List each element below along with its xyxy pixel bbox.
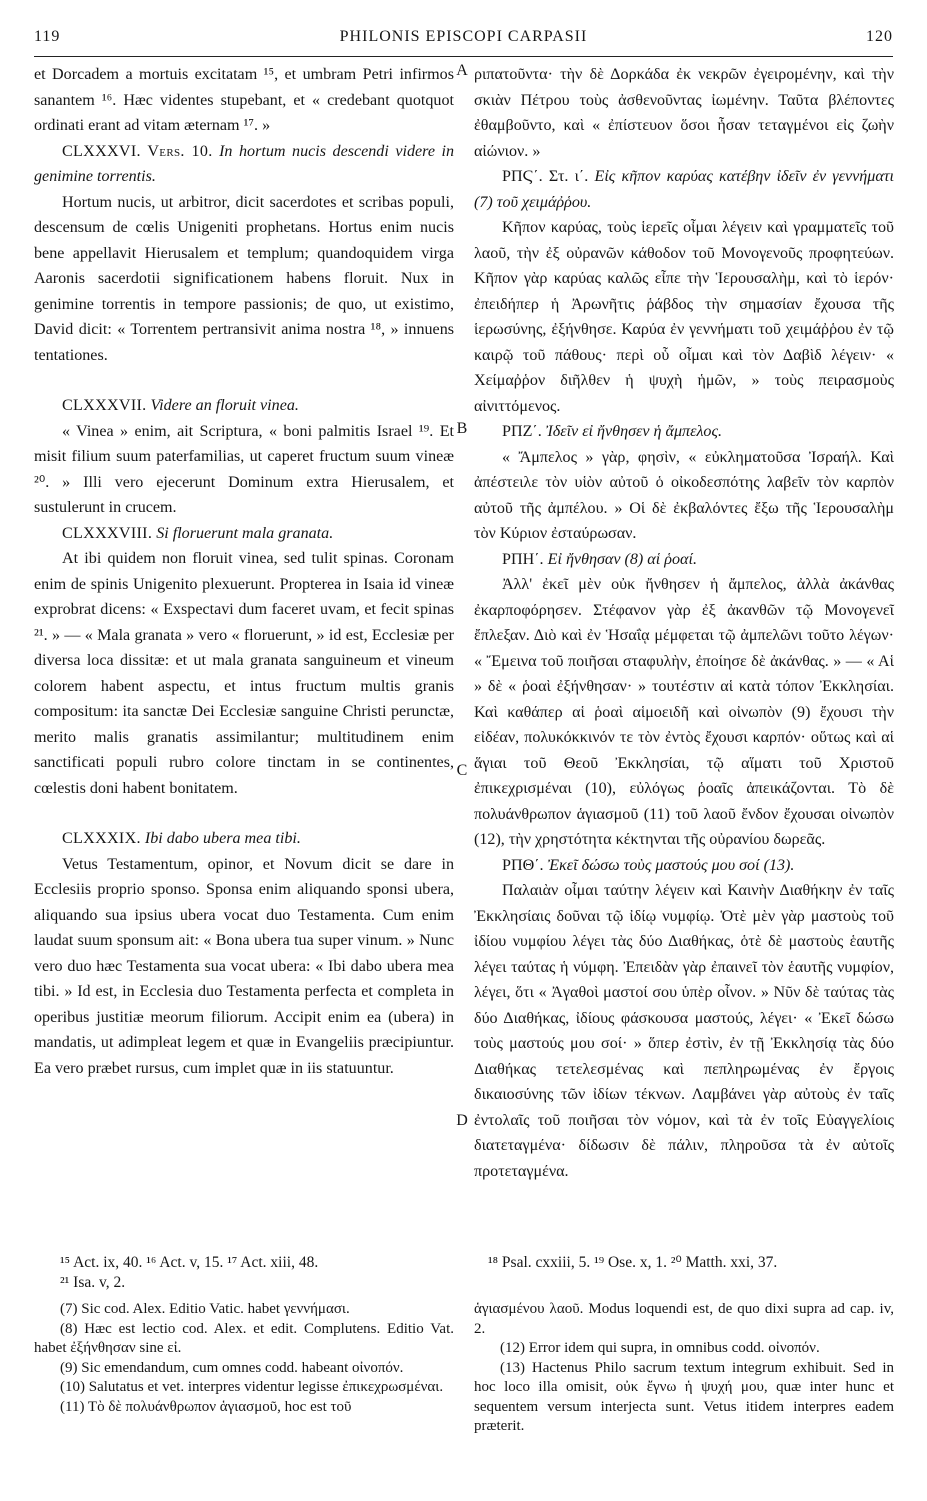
page-header [34,28,893,52]
left-page-number: 119 [34,28,61,45]
greek-paragraph-188: Ἀλλ' ἐκεῖ μὲν οὐκ ἤνθησεν ἡ ἄμπελος, ἀλλὰ ἀκάνθας ἐκαρποφόρησεν. Στέφανον γὰρ ἐξ ἀκανθῶν τῷ Μονογενεῖ ἔπλεξαν. Διὸ καὶ ἐν Ἡσαΐᾳ μέμφεται τῷ ἀμπελῶνι τοῦτο λέγων· « Ἔμεινα τοῦ ποιῆσαι σταφυλὴν, ἐποίησε δὲ ἀκάνθας. » — « Αἱ » δὲ « ῥοαὶ ἐξήνθησαν· » τουτέστιν αἱ κατὰ τόπον Ἐκκλησίαι. Καὶ καθάπερ αἱ ῥοαὶ αἱμοειδῆ καὶ οἰνωπὸν (9) ἔχουσι τὴν εἰδέαν, πολυκόκκινόν τε τὸν ἐντὸς ἔχουσι καρπόν· οὕτως καὶ αἱ ἅγιαι τοῦ Θεοῦ Ἐκκλησίαι, τῷ αἵματι τοῦ Χριστοῦ ἐπικεχρισμέναι (10), εὐλόγως ῥοαῖς ἀπεικάζονται. Τὸ δὲ πολυάνθρωπον ἁγιασμοῦ (11) τοῦ λαοῦ ἔνδον ἔχουσαι οἰνωπὸν (12), τὴν χρηστότητα κέκτηνται τῆς οὐρανίου δωρεᾶς. [474,576,894,848]
latin-paragraph-188: At ibi quidem non floruit vinea, sed tulit spinas. Coronam enim de spinis Unigenito plexuerunt. Propterea in Isaia id vineæ exprobrat dicens: « Exspectavi dum faceret uvam, et fecit spinas ²¹. » — « Mala granata » vero « floruerunt, » id est, Ecclesiæ per diversa loca dissitæ: et ut mala granata sanguineum et vineum colorem habent aspectu, et intus fructum multis granis compositum: ita sanctæ Dei Ecclesiæ sanguine Christi perunctæ, merito malis granatis assimilantur; multitudinem enim sanctificati populi rubro colore tinctam in se continentes, cœlestis doni habent bonitatem. [34,550,454,797]
latin-paragraph-187: « Vinea » enim, ait Scriptura, « boni palmitis Israel ¹⁹. Et misit filium suum paterfamilias, ut caperet fructum suum vineæ ²⁰. » Illi vero ejecerunt Dominum extra Hierusalem, et sustulerunt in crucem. [34,422,454,516]
note-8: (8) Hæc est lectio cod. Alex. et edit. Complutens. Editio Vat. habet ἐξήνθησαν sine εἰ. [34,1320,454,1356]
notes-right-column [474,1300,894,1437]
latin-paragraph-intro: et Dorcadem a mortuis excitatam ¹⁵, et umbram Petri infirmos sanantem ¹⁶. Hæc videntes stupebant, et « credebant quotquot ordinati erant ad vitam æternam ¹⁷. » [34,66,454,134]
note-12: (12) Error idem qui supra, in omnibus codd. οἰνοπόν. [500,1340,820,1356]
note-10: (10) Salutatus et vet. interpres videntur legisse ἐπικεχρωσμέναι. [60,1379,444,1395]
latin-heading-186: CLXXXVI. Vers. 10. In hortum nucis descendi videre in genimine torrentis. [34,142,454,185]
margin-letter-d: D [456,1112,468,1129]
margin-letter-c: C [456,762,468,779]
note-9: (9) Sic emendandum, cum omnes codd. habeant οἰνοπόν. [60,1359,404,1376]
latin-heading-188: CLXXXVIII. Si floruerunt mala granata. [62,524,334,542]
greek-heading-186: ΡΠϚ΄. Στ. ι΄. Εἰς κῆπον καρύας κατέβην ἰδεῖν ἐν γεννήματι (7) τοῦ χειμάῤῥου. [474,168,895,211]
greek-paragraph-189: Παλαιὰν οἶμαι ταύτην λέγειν καὶ Καινὴν Διαθήκην ἐν ταῖς Ἐκκλησίαις δοῦναι τῷ ἰδίῳ νυμφίῳ. Ὁτὲ μὲν γὰρ μαστοὺς τοῦ ἰδίου νυμφίου λέγει τὰς δύο Διαθήκας, ὁτὲ δὲ μαστοὺς ἑαυτῆς λέγει ταύτας ἡ νύμφη. Ἐπειδὰν γὰρ ἐπαινεῖ τὸν ἑαυτῆς νυμφίον, λέγει, ὅτι « Ἀγαθοὶ μαστοί σου ὑπὲρ οἶνον. » Νῦν δὲ ταύτας τὰς δύο Διαθήκας, ἰδίους φάσκουσα μαστούς, λέγει· « Ἐκεῖ δώσω τοὺς μαστούς μου σοί· » ὅπερ ἐστὶν, ἐν τῇ Ἐκκλησίᾳ τὰς δύο Διαθήκας τετελεσμένας καὶ πεπληρωμένας ἐν ἔργοις δικαιοσύνης τῶν ἰδίων τέκνων. Λαμβάνει γὰρ αὐτοὺς ἐν ταῖς ἐντολαῖς τοῦ ποιῆσαι τὸν νόμον, καὶ τὰ ἐν τοῖς Εὐαγγελίοις διατεταγμένα· δίδωσιν δὲ πάλιν, πληροῦσα τὰ ἐν αὐτοῖς προτεταγμένα. [474,882,894,1180]
greek-paragraph-186: Κῆπον καρύας, τοὺς ἱερεῖς οἶμαι λέγειν καὶ γραμματεῖς τοῦ λαοῦ, τὴν ἐξ οὐρανῶν κάθοδον τοῦ Μονογενοῦς προφητεύων. Κῆπον γὰρ καρύας καλῶς εἶπε τὴν Ἱερουσαλὴμ, καὶ τὸ ἱερόν· ἐπειδήπερ ἡ Ἀρωνῆτις ῥάβδος τὴν σημασίαν ἔχουσα τῆς ἱερωσύνης, ἐξήνθησε. Καρύα ἐν γεννήματι τοῦ χειμάῤῥου ἐν τῷ καιρῷ τοῦ πάθους· περὶ οὗ οἶμαι καὶ τὸν Δαβὶδ λέγειν· « Χείμαῤῥον διῆλθεν ἡ ψυχὴ ἡμῶν, » τοὺς πειρασμοὺς αἰνιττόμενος. [474,219,894,415]
greek-heading-187: ΡΠΖ΄. Ἰδεῖν εἰ ἤνθησεν ἡ ἄμπελος. [502,423,723,440]
note-13: (13) Hactenus Philo sacrum textum integrum exhibuit. Sed in hoc loco illa omisit, οὐκ ἔγνω ἡ ψυχή μου, quæ inter hunc et sequentem versum interjecta sunt. Vetus itidem interpres eadem præterit. [474,1359,894,1434]
greek-column [474,62,894,1184]
note-11: (11) Τὸ δὲ πολυάνθρωπον ἁγιασμοῦ, hoc est τοῦ [60,1398,352,1415]
reference-line-left: ¹⁵ Act. ix, 40. ¹⁶ Act. v, 15. ¹⁷ Act. xiii, 48. [60,1254,319,1271]
greek-heading-188: ΡΠΗ΄. Εἰ ἤνθησαν (8) αἱ ῥοαί. [502,550,697,568]
greek-paragraph-intro: ριπατοῦντα· τὴν δὲ Δορκάδα ἐκ νεκρῶν ἐγειρομένην, καὶ τὴν σκιὰν Πέτρου τοὺς ἀσθενοῦντας ἰωμένην. Ταῦτα βλέποντες ἐθαμβοῦντο, καὶ « ἐπίστευον ὅσοι ἦσαν τεταγμένοι εἰς ζωὴν αἰώνιον. » [474,66,894,160]
right-page-number: 120 [866,28,893,45]
latin-paragraph-189: Vetus Testamentum, opinor, et Novum dicit se dare in Ecclesiis proprio sponso. Sponsa enim aliquando sponsi ubera, aliquando sua ipsius ubera vocat duo Testamenta. Cum enim laudat suum sponsum ait: « Bona ubera tua super vinum. » Nunc vero duo hæc Testamenta sua vocat ubera: « Ibi dabo ubera mea tibi. » Id est, in Ecclesia duo Testamenta perfecta et completa in operibus justitiæ meorum filiorum. Accipit enim ea (ubera) in mandatis, ut adimpleat legem et quæ in Evangeliis præcipiuntur. Ea vero præbet rursus, cum implet quæ in iis statuuntur. [34,855,454,1077]
reference-line-right: ¹⁸ Psal. cxxiii, 5. ¹⁹ Ose. x, 1. ²⁰ Matth. xxi, 37. [488,1254,778,1271]
latin-column [34,62,454,1081]
header-rule [34,56,893,57]
running-title: PHILONIS EPISCOPI CARPASII [339,28,588,45]
notes-left-column [34,1300,454,1417]
note-11-continued: ἁγιασμένου λαοῦ. Modus loquendi est, de quo dixi supra ad cap. iv, 2. [474,1301,894,1337]
latin-heading-187: CLXXXVII. Videre an floruit vinea. [62,397,299,414]
latin-paragraph-186: Hortum nucis, ut arbitror, dicit sacerdotes et scribas populi, descensum de cœlis Unigeniti prophetans. Hortus enim nucis bene appellavit Hierusalem et templum; quandoquidem virga Aaronis sacerdotii significationem habens floruit. Nux in genimine torrentis in tempore passionis; de quo, ut existimo, David dicit: « Torrentem pertransivit anima nostra ¹⁸, » innuens tentationes. [34,193,454,364]
latin-heading-189: CLXXXIX. Ibi dabo ubera mea tibi. [62,830,301,847]
margin-letter-a: A [456,62,468,79]
margin-letter-b: B [456,420,468,437]
note-7: (7) Sic cod. Alex. Editio Vatic. habet γεννήμασι. [60,1301,350,1317]
reference-line-second: ²¹ Isa. v, 2. [60,1274,126,1291]
greek-heading-189: ΡΠΘ΄. Ἐκεῖ δώσω τοὺς μαστούς μου σοί (13). [502,856,795,874]
greek-paragraph-187: « Ἄμπελος » γὰρ, φησὶν, « εὐκληματοῦσα Ἰσραήλ. Καὶ ἀπέστειλε τὸν υἱὸν αὐτοῦ ὁ οἰκοδεσπότης λαβεῖν τὸν καρπὸν αὐτοῦ τῆς ἀμπέλου. » Οἱ δὲ ἐκβαλόντες ἔξω τῆς Ἱερουσαλὴμ τὸν Κύριον ἐσταύρωσαν. [474,448,894,542]
